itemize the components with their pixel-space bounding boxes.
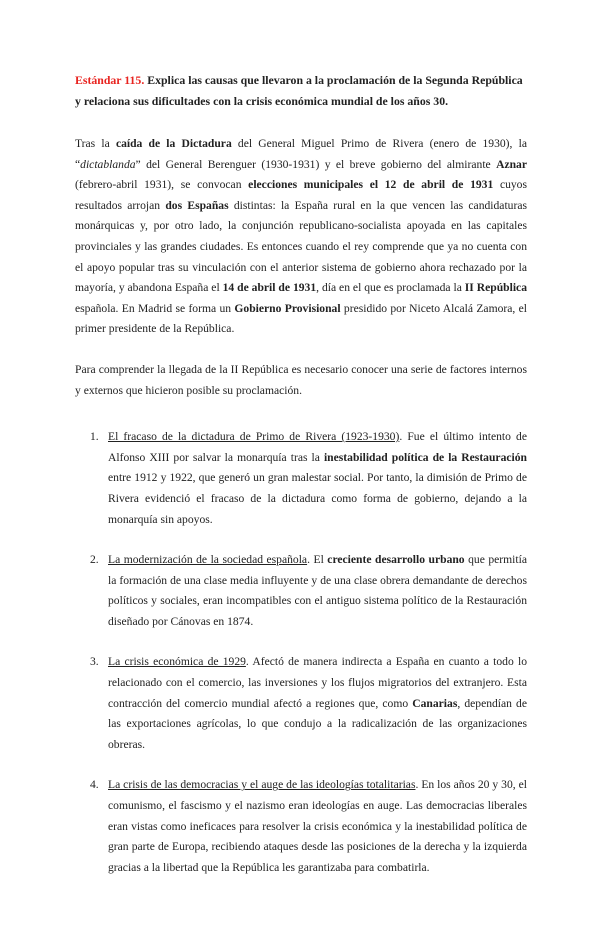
bold-text: II República bbox=[464, 281, 527, 295]
list-number: 3. bbox=[90, 655, 99, 669]
text-run: entre 1912 y 1922, que generó un gran malestar social. Por tanto, la dimisión de Primo de Rivera evidenció el fracaso de la dictadura como forma de gobierno, dejando a la monarquía sin apoyos. bbox=[108, 471, 527, 526]
text-run: . Afectó de manera indirecta a España en cuanto a todo lo relacionado con el comercio, las inversiones y los flujos migratorios del extranjero. Esta contracción del comercio mundial afectó a regiones que, como bbox=[108, 655, 527, 710]
underlined-heading: La modernización de la sociedad española bbox=[108, 553, 308, 567]
bold-text: Canarias bbox=[412, 696, 458, 710]
underlined-heading: La crisis económica de 1929 bbox=[108, 655, 246, 669]
list-text bbox=[108, 775, 527, 878]
bold-text: inestabilidad política de la Restauración bbox=[323, 450, 527, 464]
paragraph-factors bbox=[75, 360, 527, 401]
list-text bbox=[108, 652, 527, 755]
text-run: distintas: la España rural en la que vencen las candidaturas monárquicas y, por otro lado, la conjunción republicano-socialista apoyada en las capitales provinciales y las grandes ciudades. Es entonces cuando el rey comprende que ya no cuenta con el apoyo popular tras su vinculación con el anterior sistema de gobierno ahora rechazado por la mayoría, y abandona España el bbox=[75, 198, 527, 295]
text-run: , dependían de las exportaciones agrícolas, lo que condujo a la radicalización de las organizaciones obreras. bbox=[108, 696, 527, 751]
bold-text: caída de la Dictadura bbox=[115, 137, 232, 150]
standard-label: Estándar 115. bbox=[75, 73, 145, 87]
paragraph-intro bbox=[75, 134, 527, 340]
text-run: . En los años 20 y 30, el comunismo, el fascismo y el nazismo eran ideologías en auge. Las democracias liberales eran vistas como ineficaces para resolver la crisis económica y la inestabilidad política de gran parte de Europa, recibiendo ataques desde las posiciones de la derecha y la izquierda gracias a la libertad que la República les garantizaba para combatirla. bbox=[108, 778, 527, 874]
list-number: 4. bbox=[90, 778, 99, 792]
list-text bbox=[108, 550, 527, 632]
list-item bbox=[90, 652, 527, 755]
bold-text: Aznar bbox=[496, 157, 527, 171]
text-run: . Fue el último intento de Alfonso XIII por salvar la monarquía tras la bbox=[108, 430, 527, 464]
text-run: Tras la bbox=[75, 137, 116, 150]
bold-text: Gobierno Provisional bbox=[234, 301, 341, 315]
list-number: 2. bbox=[90, 553, 99, 567]
list-number: 1. bbox=[90, 430, 99, 444]
text-run: Para comprender la llegada de la II República es necesario conocer una serie de factores internos y externos que hicieron posible su proclamación. bbox=[75, 362, 527, 397]
text-run: . El bbox=[307, 553, 328, 567]
italic-text: dictablanda bbox=[80, 157, 136, 171]
underlined-heading: La crisis de las democracias y el auge de las ideologías totalitarias bbox=[108, 778, 416, 792]
title-text: Explica las causas que llevaron a la proclamación de la Segunda República y relaciona sus dificultades con la crisis económica mundial de los años 30. bbox=[75, 73, 523, 108]
bold-text: elecciones municipales el 12 de abril de 1931 bbox=[248, 178, 494, 192]
page-title bbox=[75, 70, 527, 112]
text-run: que permitía la formación de una clase media influyente y de una clase obrera demandante de derechos políticos y sociales, eran incompatibles con el antiguo sistema político de la Restauración diseñado por Cánovas en 1874. bbox=[108, 553, 527, 628]
list-item bbox=[90, 427, 527, 530]
bold-text: creciente desarrollo urbano bbox=[327, 553, 465, 567]
underlined-heading: El fracaso de la dictadura de Primo de Rivera (1923-1930) bbox=[108, 430, 400, 444]
text-run: ” del General Berenguer (1930-1931) y el breve gobierno del almirante bbox=[135, 157, 497, 171]
list-text bbox=[108, 427, 527, 530]
text-run: del General Miguel Primo de Rivera (enero de 1930), la “ bbox=[75, 137, 527, 171]
text-run: cuyos resultados arrojan bbox=[75, 178, 527, 212]
bold-text: 14 de abril de 1931 bbox=[222, 281, 317, 295]
text-run: española. En Madrid se forma un bbox=[75, 301, 235, 315]
text-run: , día en el que es proclamada la bbox=[316, 281, 465, 295]
text-run: (febrero-abril 1931), se convocan bbox=[75, 178, 249, 192]
bold-text: dos Españas bbox=[165, 198, 229, 212]
text-run: presidido por Niceto Alcalá Zamora, el primer presidente de la República. bbox=[75, 301, 527, 336]
list-item bbox=[90, 550, 527, 632]
list-item bbox=[90, 775, 527, 878]
